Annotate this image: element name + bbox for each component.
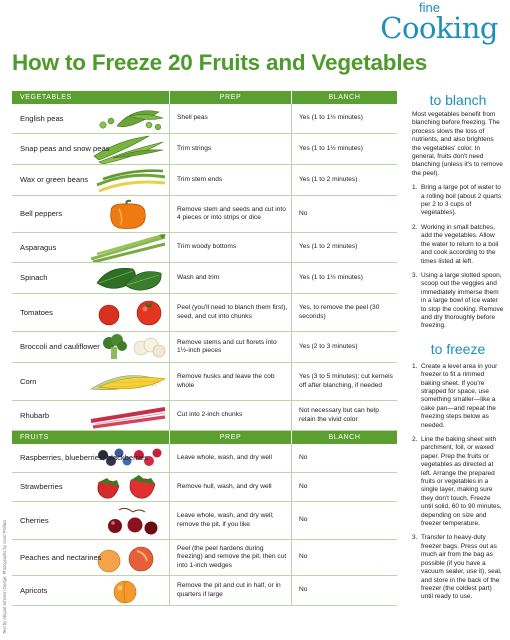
blanch-cell <box>292 332 397 362</box>
blanch-cell <box>292 134 397 164</box>
item-name: Raspberries, blueberries, blackberries <box>20 453 148 462</box>
prep-col-header: PREP <box>170 431 292 444</box>
blanch-text: Yes (1 to 1½ minutes) <box>299 144 363 152</box>
photo-credit <box>0 519 10 636</box>
bell-pepper-icon <box>89 199 167 229</box>
spinach-icon <box>89 263 167 293</box>
blanch-cell <box>292 540 397 575</box>
corn-icon <box>89 367 167 397</box>
step-number: 2. <box>412 436 418 443</box>
item-cell <box>12 540 170 575</box>
vegetable-row <box>12 294 397 332</box>
fine-cooking-logo <box>380 0 498 45</box>
blanch-cell <box>292 196 397 232</box>
vegetable-row <box>12 363 397 401</box>
item-cell <box>12 332 170 362</box>
vegetable-row <box>12 401 397 431</box>
blanch-cell <box>292 104 397 133</box>
item-name: Snap peas and snow peas <box>20 144 110 153</box>
item-cell <box>12 576 170 605</box>
vegetable-row <box>12 104 397 134</box>
prep-cell <box>170 165 292 195</box>
logo-fine: fine <box>419 0 440 15</box>
beans-icon <box>89 165 167 195</box>
item-name: Peaches and nectarines <box>20 552 102 562</box>
blanch-heading: to blanch <box>429 92 487 108</box>
strawberry-icon <box>89 473 167 501</box>
prep-cell <box>170 540 292 575</box>
prep-cell <box>170 196 292 232</box>
blanch-cell <box>292 165 397 195</box>
logo-cooking: Cooking <box>380 11 498 45</box>
prep-text: Trim stem ends <box>177 175 223 183</box>
prep-text: Remove hull, wash, and dry well <box>177 482 272 490</box>
item-cell <box>12 294 170 331</box>
step-text: Bring a large pot of water to a rolling boil (about 2 quarts per 2 to 3 cups of vegetables). <box>421 184 502 217</box>
peas-icon <box>89 104 167 133</box>
prep-text: Remove husks and leave the cob whole <box>177 373 275 389</box>
item-name: Wax or green beans <box>20 175 89 184</box>
blanch-cell <box>292 502 397 539</box>
vegetable-row <box>12 196 397 233</box>
item-cell <box>12 444 170 472</box>
prep-text: Peel (you'll need to blanch them first), seed, and cut into chunks <box>177 304 288 320</box>
step-text: Create a level area in your freezer to fit a rimmed baking sheet. If you're strapped for space, use something smaller—like a cake pan—and repeat the freezing steps below as needed. <box>421 362 498 429</box>
step-text: Transfer to heavy-duty freezer bags. Press out as much air from the bag as possible (if you have a vacuum sealer, use it), seal, and store in the back of the freezer (the coldest part) until ready to use. <box>421 534 502 601</box>
blanch-col-header: BLANCH <box>328 94 361 101</box>
blanch-text: Yes, to remove the peel (30 seconds) <box>299 304 380 320</box>
prep-text: Cut into 2-inch chunks <box>177 411 243 419</box>
prep-cell <box>170 576 292 605</box>
fruit-row <box>12 576 397 606</box>
instructions-panel <box>412 92 504 608</box>
blanch-text: Not necessary but can help retain the vivid color <box>299 407 379 423</box>
blanch-cell <box>292 263 397 293</box>
blanch-cell <box>292 473 397 501</box>
prep-col-header: PREP <box>170 91 292 104</box>
step-number: 1. <box>412 362 418 370</box>
step-item <box>412 224 504 266</box>
item-cell <box>12 473 170 501</box>
freeze-table <box>12 91 397 606</box>
blanch-text: Yes (1 to 1½ minutes) <box>299 273 363 281</box>
apricot-icon <box>89 576 167 605</box>
step-text: Working in small batches, add the vegetables. Allow the water to return to a boil and cook according to the times listed at left. <box>421 223 499 265</box>
vegetable-row <box>12 263 397 294</box>
blanch-text: No <box>299 482 308 490</box>
prep-cell <box>170 294 292 331</box>
item-name: Spinach <box>20 273 48 282</box>
item-name: Strawberries <box>20 482 63 491</box>
blanch-text: Yes (1 to 1½ minutes) <box>299 114 363 122</box>
blanch-text: Yes (1 to 2 minutes) <box>299 175 358 183</box>
page-title: How to Freeze 20 Fruits and Vegetables <box>12 50 428 75</box>
prep-cell <box>170 104 292 133</box>
prep-cell <box>170 363 292 400</box>
item-name: English peas <box>20 113 64 123</box>
prep-text: Remove stem and seeds and cut into 4 pieces or into strips or dice <box>177 205 286 221</box>
prep-cell <box>170 473 292 501</box>
prep-text: Shell peas <box>177 114 208 122</box>
step-item <box>412 436 504 528</box>
fruit-row <box>12 502 397 540</box>
vegetable-row <box>12 165 397 196</box>
credit-text: Text by Abigail Johnson Dodge; Photographs by Scott Phillips <box>2 519 7 634</box>
fruits-header <box>12 431 397 444</box>
asparagus-icon <box>89 233 167 262</box>
step-number: 3. <box>412 534 418 542</box>
item-name: Bell peppers <box>20 209 63 218</box>
prep-cell <box>170 134 292 164</box>
item-name: Cherries <box>20 515 49 525</box>
fruit-row <box>12 540 397 576</box>
prep-cell <box>170 332 292 362</box>
prep-text: Trim strings <box>177 144 212 152</box>
step-number: 3. <box>412 271 418 279</box>
step-item <box>412 272 504 331</box>
blanch-text: Yes (2 to 3 minutes) <box>299 342 358 350</box>
prep-text: Remove the pit and cut in half, or in quarters if large <box>177 582 281 598</box>
prep-cell <box>170 401 292 430</box>
fruits-col-header: FRUITS <box>12 431 170 444</box>
item-cell <box>12 363 170 400</box>
blanch-text: No <box>299 516 308 524</box>
item-cell <box>12 263 170 293</box>
item-name: Apricots <box>20 585 48 595</box>
blanch-cell <box>292 401 397 430</box>
item-cell <box>12 233 170 262</box>
prep-cell <box>170 444 292 472</box>
step-item <box>412 534 504 601</box>
blanch-cell <box>292 233 397 262</box>
blanch-text: No <box>299 586 308 594</box>
item-cell <box>12 502 170 539</box>
item-name: Tomatoes <box>20 307 53 317</box>
item-name: Broccoli and cauliflower <box>20 342 100 351</box>
blanch-cell <box>292 576 397 605</box>
freeze-steps <box>412 363 504 602</box>
freeze-heading: to freeze <box>430 340 486 357</box>
prep-text: Trim woody bottoms <box>177 243 237 251</box>
step-item <box>412 184 504 218</box>
blanch-cell <box>292 294 397 331</box>
item-cell <box>12 401 170 430</box>
blanch-text: Yes (3 to 5 minutes); cut kernels off after blanching, if needed <box>299 373 393 389</box>
step-number: 2. <box>412 223 418 231</box>
blanch-text: No <box>299 453 308 461</box>
prep-text: Wash and trim <box>177 273 220 281</box>
blanch-text: No <box>299 553 308 561</box>
vegetable-row <box>12 233 397 263</box>
step-text: Line the baking sheet with parchment, foil, or waxed paper. Prep the fruits or vegetables as directed at left. Arrange the prepared fruits or vegetables in a single layer, making sure they don't touch. Freeze until solid, 60 to 90 minutes, depending on size and freezer temperature. <box>421 436 502 528</box>
blanch-cell <box>292 363 397 400</box>
broccoli-icon <box>89 332 167 362</box>
item-cell <box>12 104 170 133</box>
prep-cell <box>170 263 292 293</box>
item-name: Corn <box>20 376 37 386</box>
item-name: Rhubarb <box>20 410 50 420</box>
prep-cell <box>170 502 292 539</box>
blanch-steps <box>412 184 504 331</box>
step-item <box>412 363 504 430</box>
fruits-rows <box>12 444 397 606</box>
vegetables-col-header: VEGETABLES <box>12 91 170 104</box>
prep-text: Leave whole, wash, and dry well <box>177 453 272 461</box>
step-number: 1. <box>412 184 418 192</box>
prep-text: Leave whole, wash, and dry well; remove the pit, if you like <box>177 512 274 528</box>
fruit-row <box>12 444 397 473</box>
blanch-text: No <box>299 209 308 217</box>
blanch-text: Yes (1 to 2 minutes) <box>299 243 358 251</box>
fruit-row <box>12 473 397 502</box>
rhubarb-icon <box>89 401 167 430</box>
tomato-icon <box>89 298 167 328</box>
prep-text: Peel (the peel hardens during freezing) and remove the pit; then cut into 1-inch wedges <box>177 544 287 569</box>
prep-cell <box>170 233 292 262</box>
item-cell <box>12 134 170 164</box>
item-cell <box>12 196 170 232</box>
item-cell <box>12 165 170 195</box>
vegetable-row <box>12 134 397 165</box>
vegetables-header <box>12 91 397 104</box>
blanch-col-header: BLANCH <box>328 434 361 441</box>
blanch-intro: Most vegetables benefit from blanching before freezing. The process slows the loss of nutrients, and also brightens the vegetables' color. In general, fruits don't need blanching (unless it's to remove the peel). <box>412 111 503 177</box>
vegetables-rows <box>12 104 397 431</box>
blanch-cell <box>292 444 397 472</box>
cherry-icon <box>89 506 167 536</box>
step-text: Using a large slotted spoon, scoop out the veggies and immediately immerse them in a large bowl of ice water to stop the cooking. Remove and dry thoroughly before freezing. <box>421 271 504 330</box>
vegetable-row <box>12 332 397 363</box>
item-name: Asparagus <box>20 242 57 252</box>
prep-text: Remove stems and cut florets into 1½-inch pieces <box>177 338 277 354</box>
